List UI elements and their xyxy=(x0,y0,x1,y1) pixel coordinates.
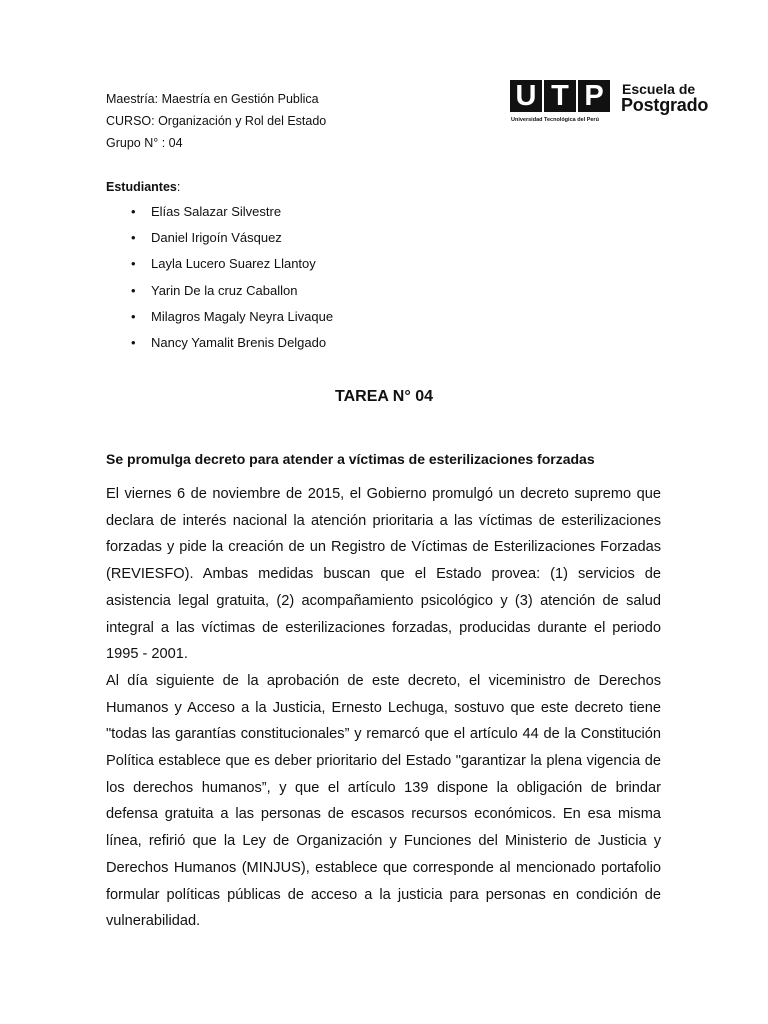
bullet-icon: • xyxy=(131,283,136,298)
student-name: Elías Salazar Silvestre xyxy=(151,204,282,219)
assignment-title: TAREA N° 04 xyxy=(335,388,433,405)
grupo-line: Grupo N° : 04 xyxy=(106,136,183,150)
paragraph-1: El viernes 6 de noviembre de 2015, el Gobierno promulgó un decreto supremo que declara de interés nacional la atención prioritaria a las víctimas de esterilizaciones forzadas y pide la creación de un Registro de Víctimas de Esterilizaciones Forzadas (REVIESFO). Ambas medidas buscan que el Estado provea: (1) servicios de asistencia legal gratuita, (2) acompañamiento psicológico y (3) atención de salud integral a las víctimas de esterilizaciones forzadas, producidas durante el periodo 1995 - 2001. xyxy=(106,486,661,663)
utp-letters xyxy=(510,80,610,112)
maestria-line: Maestría: Maestría en Gestión Publica xyxy=(106,92,319,106)
logo-school-line1: Escuela de xyxy=(622,81,696,97)
student-item xyxy=(131,335,326,350)
student-item xyxy=(131,309,333,324)
logo-school-line2: Postgrado xyxy=(621,95,709,115)
utp-logo xyxy=(510,80,720,134)
student-name: Daniel Irigoín Vásquez xyxy=(151,230,282,245)
article-body xyxy=(106,481,661,935)
logo-university-name: Universidad Tecnológica del Perú xyxy=(511,117,599,123)
utp-letter-u: U xyxy=(510,80,542,112)
curso-line: CURSO: Organización y Rol del Estado xyxy=(106,114,327,128)
student-name: Milagros Magaly Neyra Livaque xyxy=(151,309,334,324)
utp-letter-t: T xyxy=(544,80,576,112)
bullet-icon: • xyxy=(131,256,136,271)
bullet-icon: • xyxy=(131,309,136,324)
students-colon: : xyxy=(176,180,181,194)
student-item xyxy=(131,283,297,298)
student-item xyxy=(131,230,282,245)
students-label: Estudiantes xyxy=(106,180,177,194)
student-name: Yarin De la cruz Caballon xyxy=(151,283,298,298)
students-heading xyxy=(106,180,180,194)
student-item xyxy=(131,256,316,271)
bullet-icon: • xyxy=(131,230,136,245)
bullet-icon: • xyxy=(131,335,136,350)
utp-letter-p: P xyxy=(578,80,610,112)
bullet-icon: • xyxy=(131,204,136,219)
article-headline: Se promulga decreto para atender a víctimas de esterilizaciones forzadas xyxy=(106,451,595,467)
paragraph-2: Al día siguiente de la aprobación de este decreto, el viceministro de Derechos Humanos y Acceso a la Justicia, Ernesto Lechuga, sostuvo que este decreto tiene "todas las garantías constitucionales” y remarcó que el artículo 44 de la Constitución Política establece que es deber prioritario del Estado "garantizar la plena vigencia de los derechos humanos”, y que el artículo 139 dispone la obligación de brindar defensa gratuita a las personas de escasos recursos económicos. En esa misma línea, refirió que la Ley de Organización y Funciones del Ministerio de Justicia y Derechos Humanos (MINJUS), establece que corresponde al mencionado portafolio formular políticas públicas de acceso a la justicia para personas en condición de vulnerabilidad. xyxy=(106,672,661,930)
student-name: Nancy Yamalit Brenis Delgado xyxy=(151,335,327,350)
student-name: Layla Lucero Suarez Llantoy xyxy=(151,256,316,271)
student-item xyxy=(131,204,281,219)
